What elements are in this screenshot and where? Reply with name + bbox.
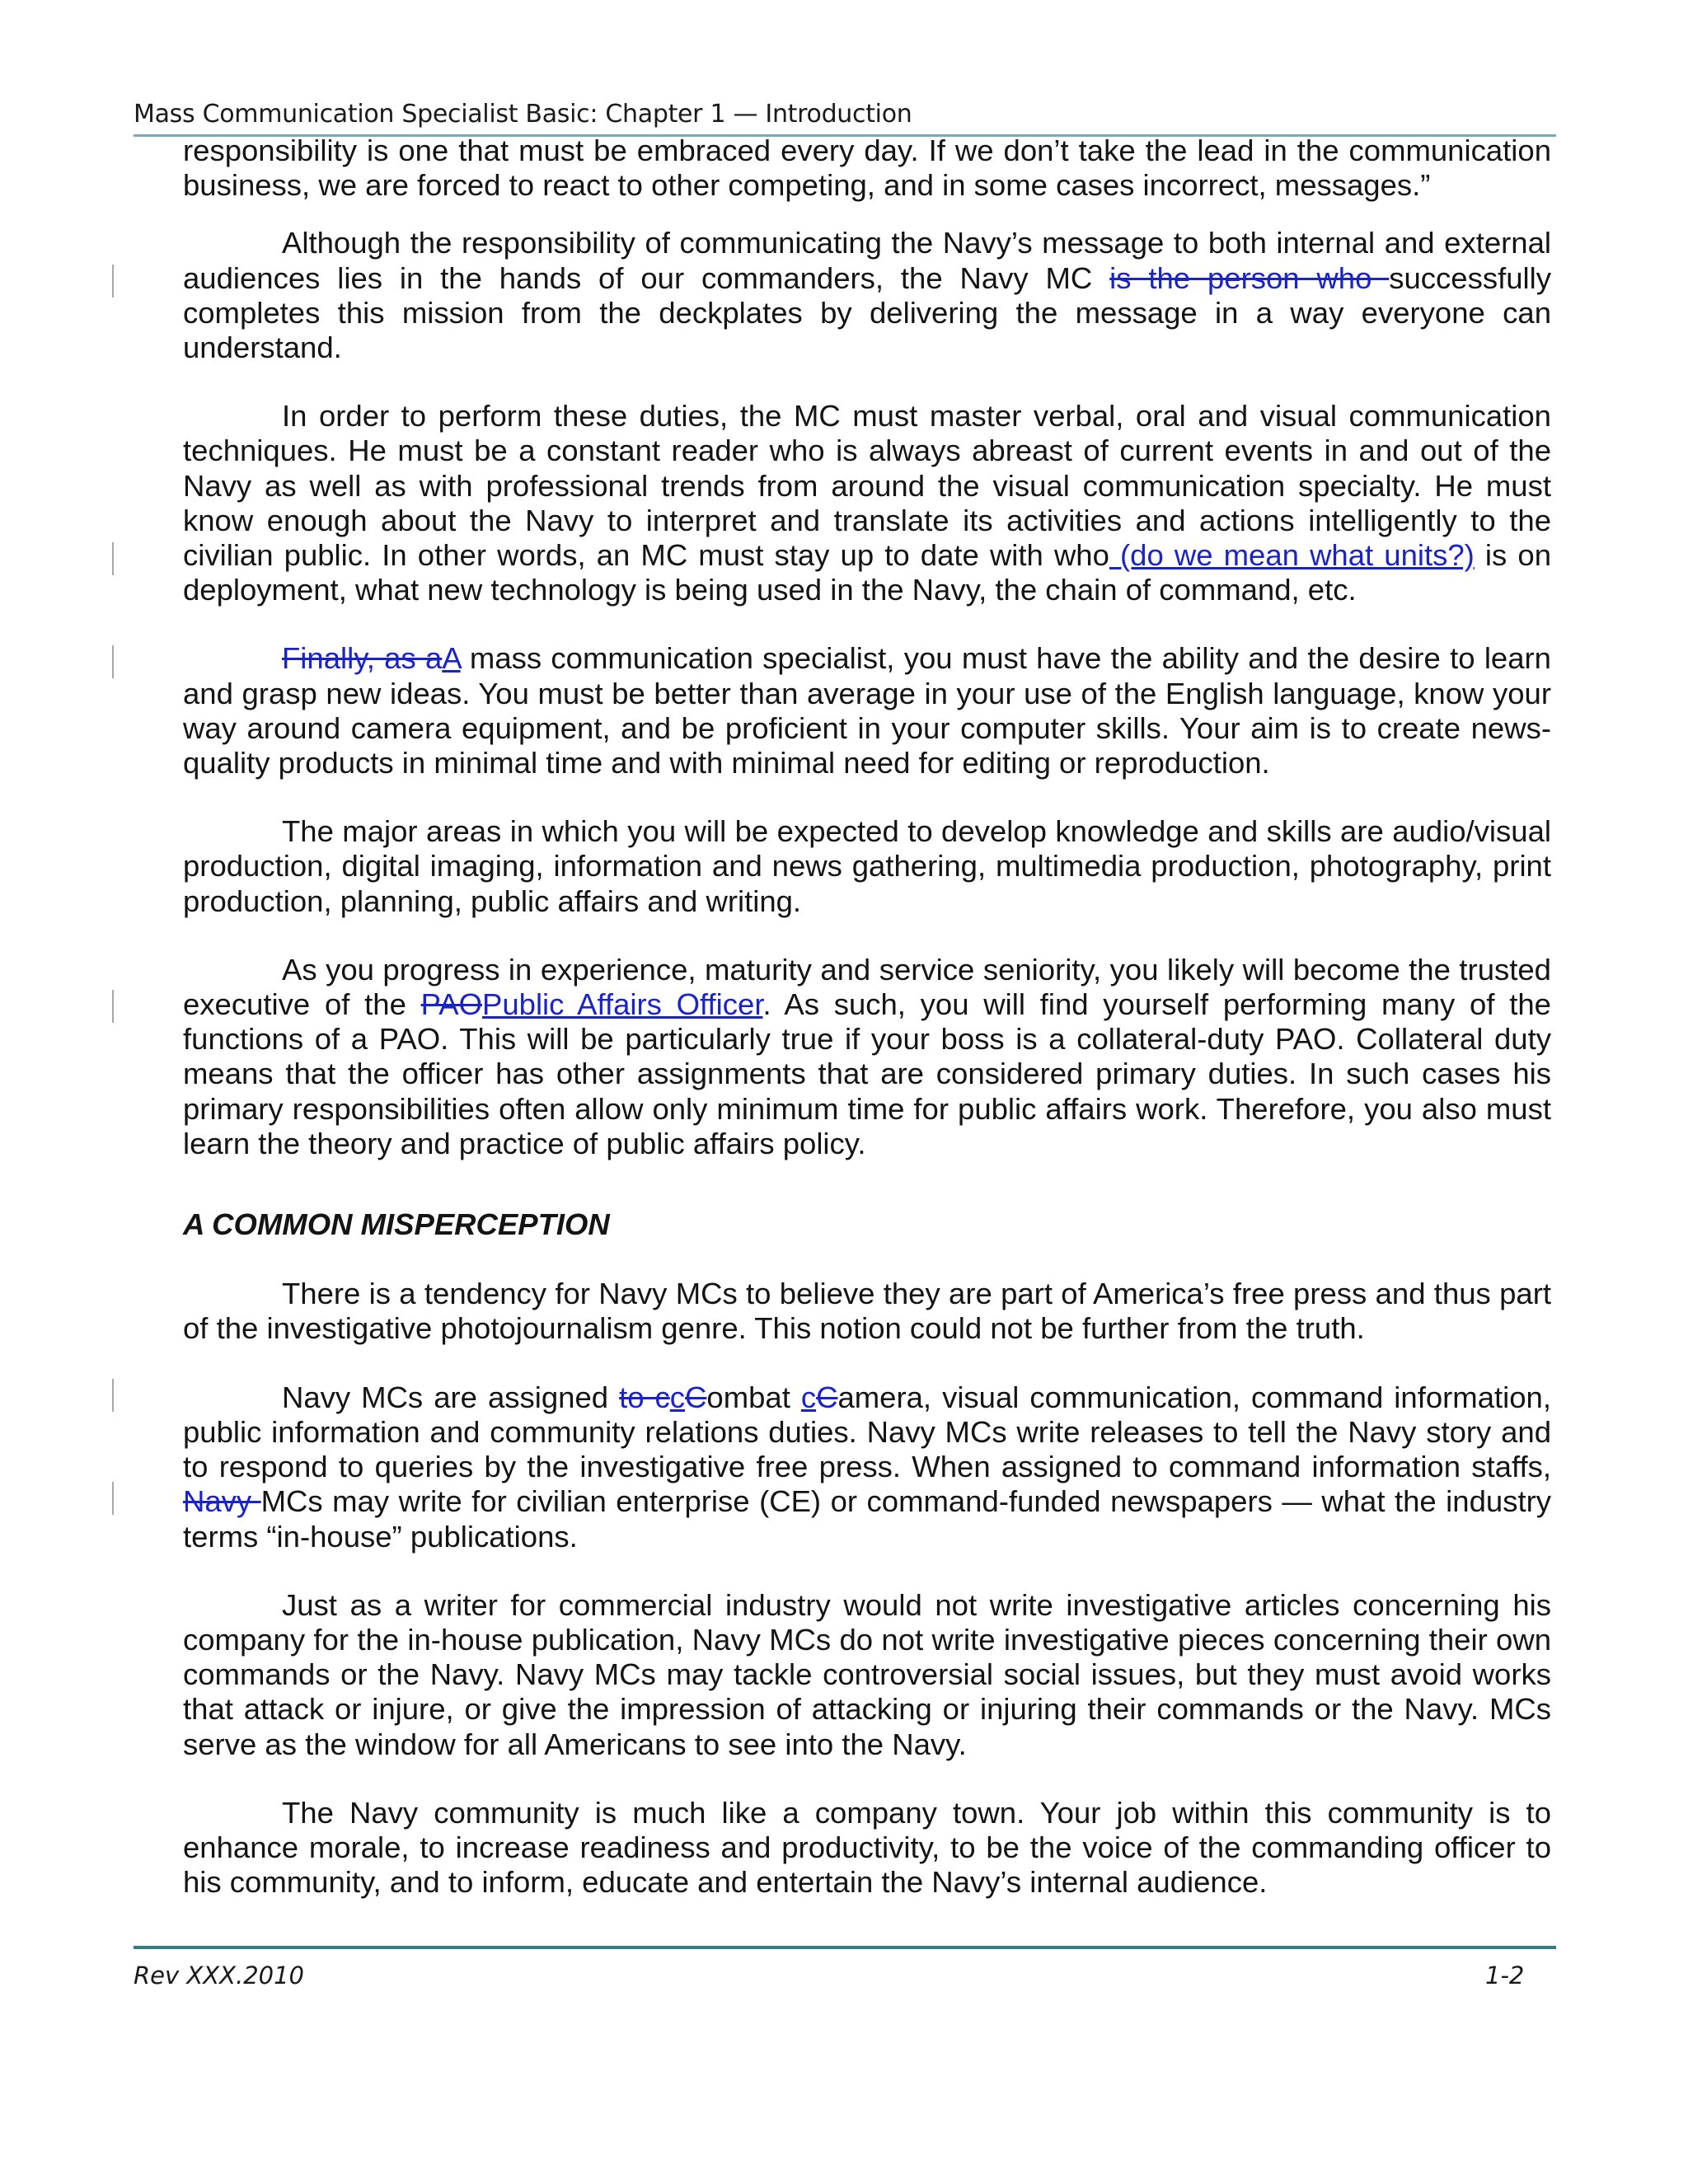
- text-run: successfully completes this mission from the deckplates by delivering the message in a way everyone can understand.: [183, 260, 1552, 365]
- paragraph-free-press: There is a tendency for Navy MCs to believe they are part of America’s free press and thus part of the investigative photojournalism genre. This notion could not be further from the truth.: [183, 1277, 1551, 1346]
- paragraph-assignments: [183, 1380, 1551, 1554]
- paragraph-continuation: responsibility is one that must be embraced every day. If we don’t take the lead in the communication business, we are forced to react to other competing, and in some cases incorrect, messages.”: [183, 134, 1551, 203]
- paragraph-navy-message: [183, 226, 1551, 365]
- text-run: Navy MCs are assigned: [282, 1380, 620, 1414]
- paragraph-pao: [183, 953, 1551, 1161]
- deleted-text: is the person who: [1109, 260, 1390, 295]
- paragraph-mc-duties: [183, 399, 1551, 607]
- text-run: . As such, you will find yourself performing many of the functions of a PAO. This will be particularly true if your boss is a collateral-duty PAO. Collateral duty means that the officer has other assignments that are considered primary duties. In such cases his primary responsibilities often allow only minimum time for public affairs work. Therefore, you also must learn the theory and practice of public affairs policy.: [183, 987, 1551, 1160]
- text-run: In order to perform these duties, the MC must master verbal, oral and visual communication techniques. He must be a constant reader who is always abreast of current events in and out of the Navy as well as with professional trends from around the visual communication specialty. He must know enough about the Navy to interpret and translate its activities and actions intelligently to the civilian public. In other words, an MC must stay up to date with who: [183, 399, 1551, 573]
- deleted-text: C: [685, 1380, 707, 1414]
- text-run: Although the responsibility of communicating the Navy’s message to both internal and external audiences lies in the hands of our commanders, the Navy MC: [183, 226, 1551, 295]
- paragraph-in-house: Just as a writer for commercial industry would not write investigative articles concerning his company for the in-house publication, Navy MCs do not write investigative pieces concerning their own commands or the Navy. Navy MCs may tackle controversial social issues, but they must avoid works that attack or injure, or give the impression of attacking or injuring their commands or the Navy. MCs serve as the window for all Americans to see into the Navy.: [183, 1587, 1551, 1761]
- text-run: ombat: [706, 1380, 801, 1414]
- page-number: 1-2: [1485, 1961, 1525, 1990]
- text-run: MCs may write for civilian enterprise (CE) or command-funded newspapers — what the industry terms “in-house” publications.: [183, 1484, 1551, 1554]
- change-bar: [112, 542, 114, 575]
- text-run: As you progress in experience, maturity and service seniority, you likely will become the trusted executive of the: [183, 952, 1551, 1022]
- footer-divider: [134, 1946, 1556, 1949]
- change-bar: [112, 1482, 114, 1515]
- revision-label: Rev XXX.2010: [134, 1961, 304, 1990]
- change-bar: [112, 990, 114, 1023]
- inserted-text: Public Affairs Officer: [482, 987, 763, 1022]
- deleted-text: Navy: [183, 1484, 261, 1519]
- running-header: Mass Communication Specialist Basic: Chapter 1 — Introduction: [134, 100, 912, 129]
- document-body: [183, 134, 1551, 1933]
- paragraph-abilities: [183, 641, 1551, 780]
- deleted-text: to c: [619, 1380, 670, 1414]
- text-run: mass communication specialist, you must have the ability and the desire to learn and grasp new ideas. You must be better than average in your use of the English language, know your way around camera equipment, and be proficient in your computer skills. Your aim is to create news-quality products in minimal time and with minimal need for editing or reproduction.: [183, 641, 1551, 780]
- inserted-text: c: [669, 1380, 686, 1414]
- deleted-text: Finally, as a: [282, 641, 443, 676]
- section-heading: A COMMON MISPERCEPTION: [183, 1207, 610, 1242]
- paragraph-major-areas: The major areas in which you will be expected to develop knowledge and skills are audio/visual production, digital imaging, information and news gathering, multimedia production, photography, print production, planning, public affairs and writing.: [183, 814, 1551, 918]
- text-run: is on deployment, what new technology is being used in the Navy, the chain of command, etc.: [183, 538, 1551, 607]
- change-bar: [112, 645, 114, 678]
- change-bar: [112, 1379, 114, 1412]
- deleted-text: PAO: [420, 987, 482, 1022]
- inserted-comment: (do we mean what units?): [1109, 538, 1475, 573]
- change-bar: [112, 265, 114, 298]
- inserted-text: c: [800, 1380, 817, 1414]
- deleted-text: C: [816, 1380, 838, 1414]
- text-run: amera, visual communication, command information, public information and community relations duties. Navy MCs write releases to tell the Navy story and to respond to queries by the investigative free press. When assigned to command information staffs,: [183, 1380, 1551, 1484]
- inserted-text: A: [442, 641, 461, 676]
- paragraph-company-town: The Navy community is much like a company town. Your job within this community is to enhance morale, to increase readiness and productivity, to be the voice of the commanding officer to his community, and to inform, educate and entertain the Navy’s internal audience.: [183, 1795, 1551, 1900]
